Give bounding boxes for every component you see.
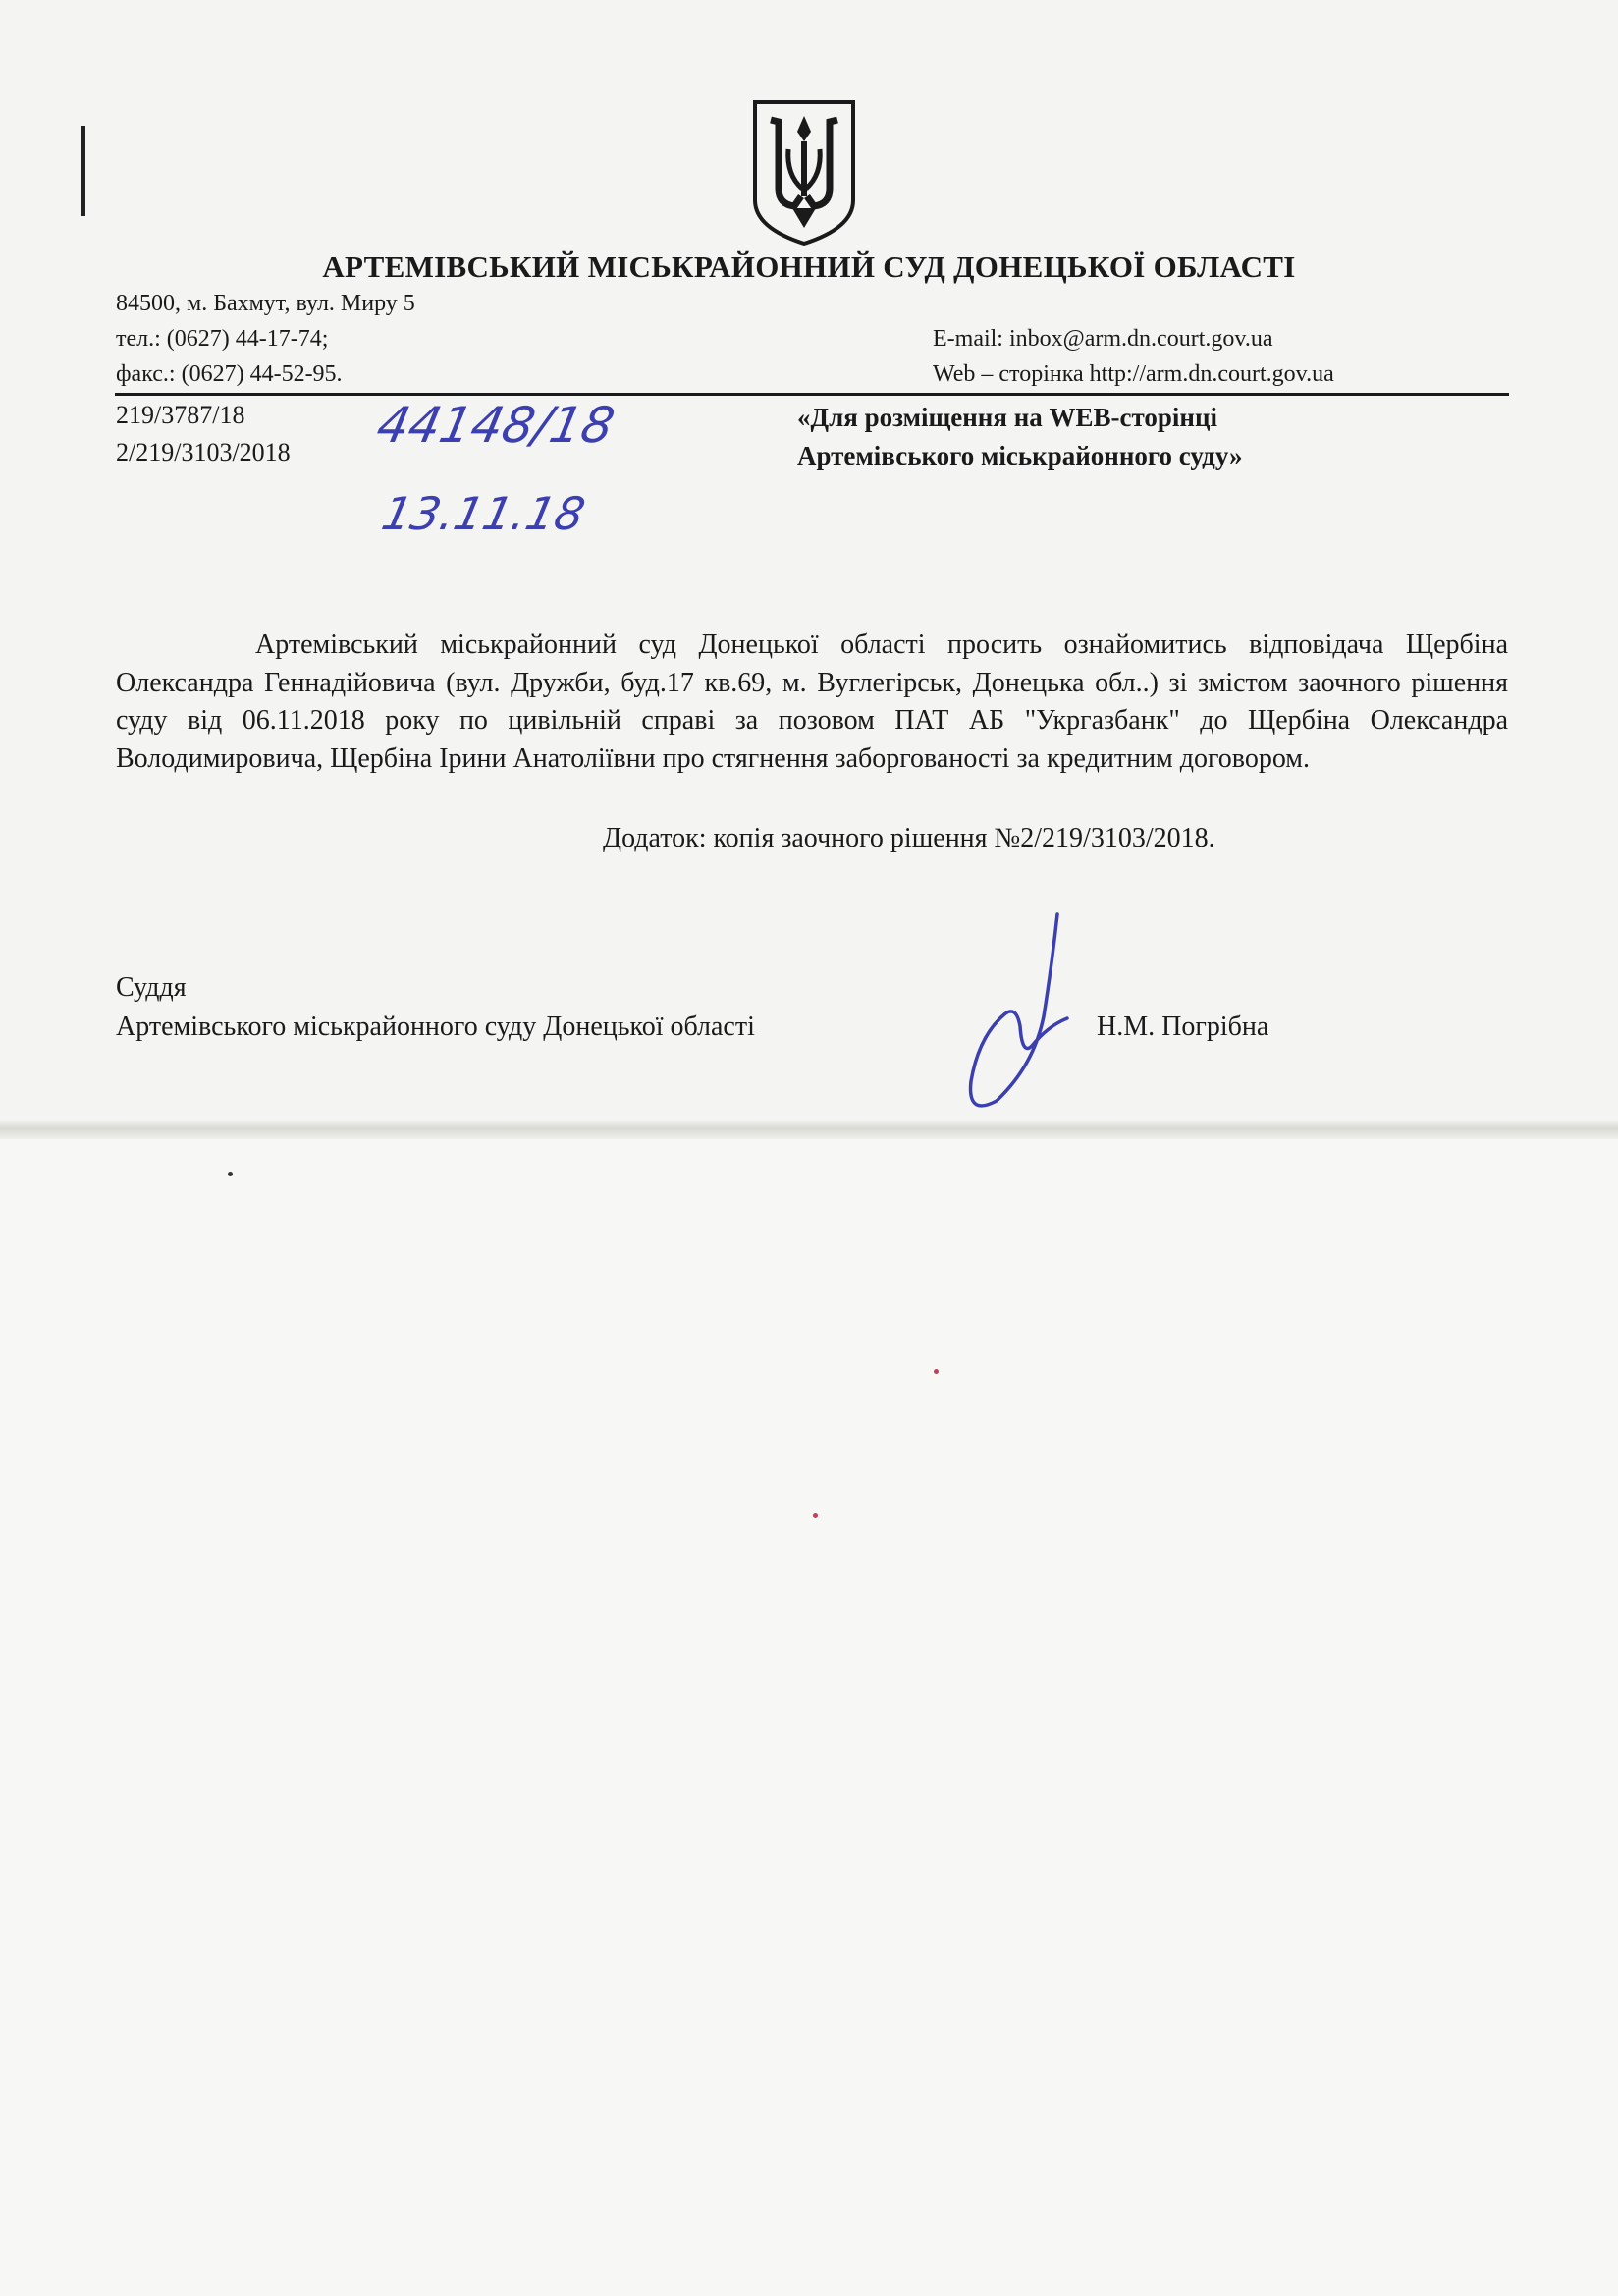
page-lower-half bbox=[0, 1139, 1618, 2296]
web-note-line-1: «Для розміщення на WEB-сторінці bbox=[797, 403, 1218, 432]
handwritten-incoming-number: 44148/18 bbox=[371, 397, 620, 454]
case-number: 219/3787/18 bbox=[116, 401, 245, 429]
court-fax: факс.: (0627) 44-52-95. bbox=[116, 361, 343, 387]
court-website: Web – сторінка http://arm.dn.court.gov.ua bbox=[933, 361, 1334, 387]
judge-position: Суддя bbox=[116, 972, 187, 1003]
judge-signature bbox=[957, 908, 1075, 1115]
scan-speck bbox=[228, 1172, 233, 1176]
court-email: E-mail: inbox@arm.dn.court.gov.ua bbox=[933, 326, 1273, 352]
paper-fold bbox=[0, 1120, 1618, 1139]
notice-paragraph: Артемівський міськрайонний суд Донецької області просить ознайомитись відповідача Щербіна Олександра Геннадійовича (вул. Дружби, буд.17 кв.69, м. Вуглегірськ, Донецька обл..) зі змістом заочного рішення суду від 06.11.2018 року по цивільній справі за позовом ПАТ АБ "Укргазбанк" до Щербіна Олександра Володимировича, Щербіна Ірини Анатоліївни про стягнення заборгованості за кредитним договором. bbox=[116, 629, 1508, 774]
judge-court-line: Артемівського міськрайонного суду Донецької області bbox=[116, 1011, 755, 1042]
coat-of-arms-icon bbox=[749, 98, 859, 247]
web-publication-note bbox=[797, 399, 1243, 475]
proceeding-number: 2/219/3103/2018 bbox=[116, 438, 291, 466]
scan-speck bbox=[813, 1513, 818, 1518]
web-note-line-2: Артемівського міськрайонного суду» bbox=[797, 441, 1243, 470]
header-divider bbox=[115, 393, 1509, 396]
scan-edge-mark bbox=[81, 126, 85, 216]
judge-name: Н.М. Погрібна bbox=[1097, 1011, 1269, 1042]
court-phone: тел.: (0627) 44-17-74; bbox=[116, 326, 329, 352]
court-title: АРТЕМІВСЬКИЙ МІСЬКРАЙОННИЙ СУД ДОНЕЦЬКОЇ ОБЛАСТІ bbox=[322, 249, 1296, 284]
court-address: 84500, м. Бахмут, вул. Миру 5 bbox=[116, 291, 415, 316]
handwritten-date: 13.11.18 bbox=[377, 487, 590, 540]
scan-speck bbox=[934, 1369, 939, 1374]
annex-line: Додаток: копія заочного рішення №2/219/3103/2018. bbox=[603, 823, 1215, 853]
